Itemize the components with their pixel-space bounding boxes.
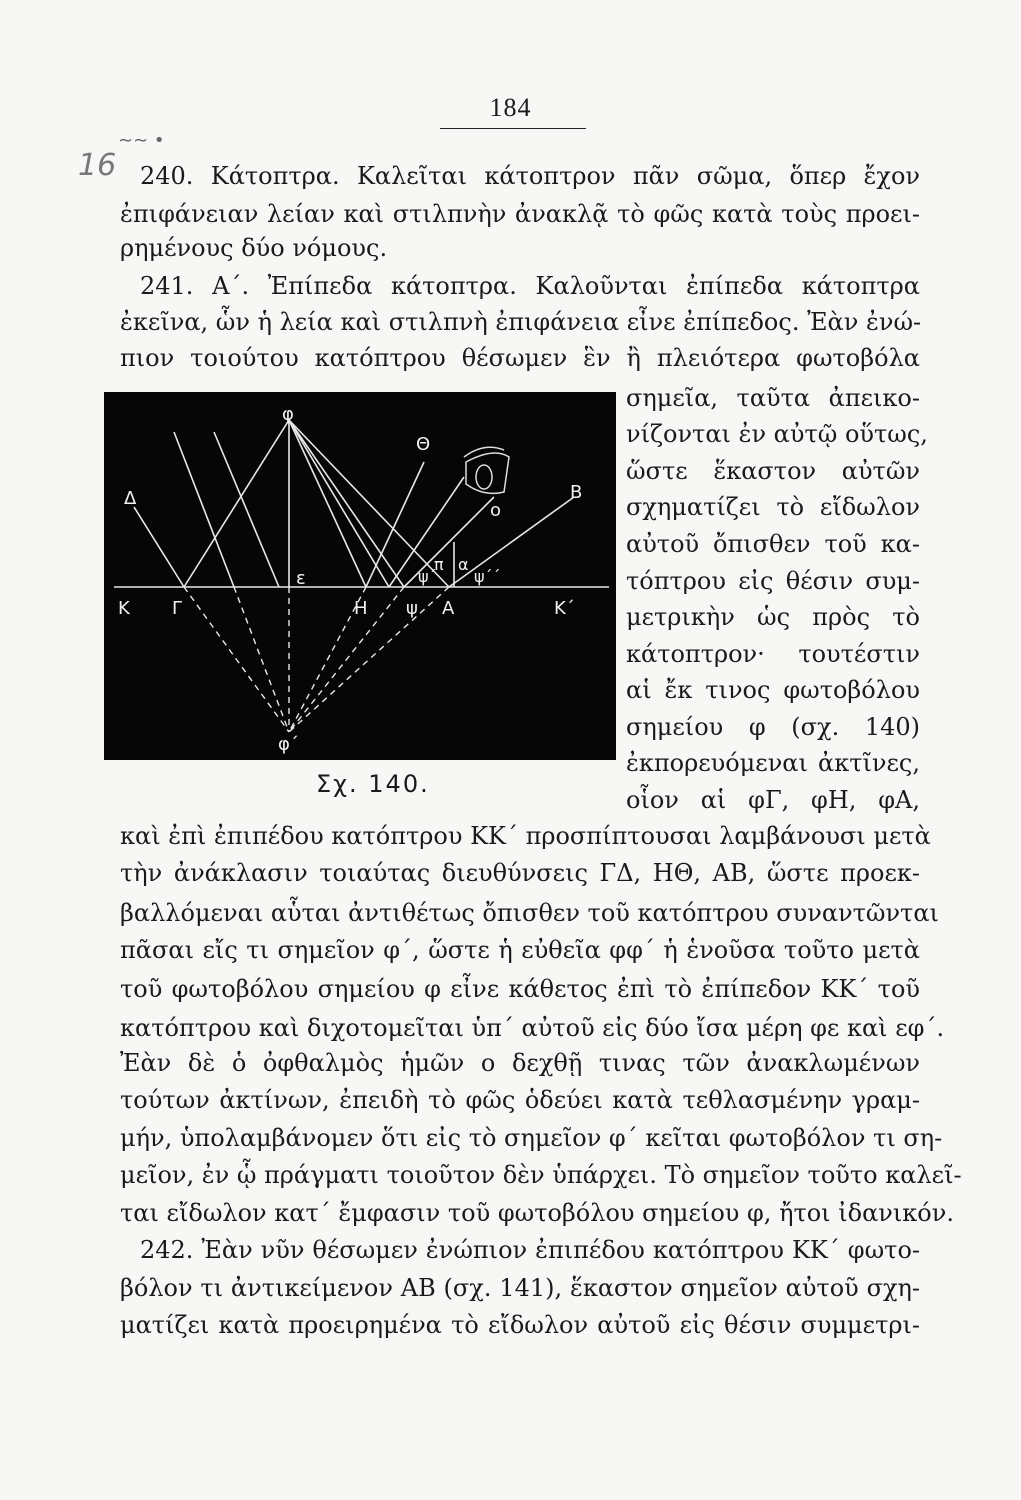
text-line: Ἐὰν δὲ ὁ ὀφθαλμὸς ἡμῶν ο δεχθῇ τινας τῶν ἀνακλωμένων xyxy=(120,1049,920,1077)
margin-squiggle: ∼∼ • xyxy=(118,130,165,151)
text-line: νίζονται ἐν αὐτῷ οὕτως, xyxy=(626,420,928,448)
label-B: Β xyxy=(570,482,583,503)
ray-phi-eta xyxy=(289,420,366,587)
label-alpha: α xyxy=(458,555,469,574)
text-line: ὥστε ἕκαστον αὐτῶν xyxy=(626,457,920,485)
text-line: ἐκεῖνα, ὧν ἡ λεία καὶ στιλπνὴ ἐπιφάνεια εἶνε ἐπίπεδος. Ἐὰν ἐνώ- xyxy=(120,308,922,336)
text-line: ρημένους δύο νόμους. xyxy=(120,234,388,262)
text-line: σημείου φ (σχ. 140) xyxy=(626,713,920,741)
page-number: 184 xyxy=(489,93,532,122)
text-line: μεῖον, ἐν ᾧ πράγματι τοιοῦτον δὲν ὑπάρχει. Τὸ σημεῖον τοῦτο καλεῖ- xyxy=(120,1161,962,1189)
header-rule xyxy=(440,128,586,129)
ray-phi-gamma xyxy=(184,420,289,587)
figure-caption: Σχ. 140. xyxy=(316,770,430,798)
reflection-diagram xyxy=(104,392,616,760)
text-line: κατόπτρου καὶ διχοτομεῖται ὑπ΄ αὐτοῦ εἰς δύο ἴσα μέρη φε καὶ εφ΄. xyxy=(120,1014,945,1042)
label-K: Κ xyxy=(118,598,130,619)
text-line: μετρικὴν ὡς πρὸς τὸ xyxy=(626,603,920,631)
figure-140 xyxy=(104,392,616,760)
label-o: ο xyxy=(490,500,502,521)
label-theta: Θ xyxy=(416,434,431,455)
text-line: ται εἴδωλον κατ΄ ἔμφασιν τοῦ φωτοβόλου σημείου φ, ἤτοι ἰδανικόν. xyxy=(120,1199,954,1227)
text-line: καὶ ἐπὶ ἐπιπέδου κατόπτρου ΚΚ΄ προσπίπτουσαι λαμβάνουσι μετὰ xyxy=(120,822,931,850)
label-epsilon: ε xyxy=(296,568,306,589)
text-line: 242. Ἐὰν νῦν θέσωμεν ἐνώπιον ἐπιπέδου κατόπτρου ΚΚ΄ φωτο- xyxy=(140,1236,920,1264)
text-line: 241. Α΄. Ἐπίπεδα κάτοπτρα. Καλοῦνται ἐπίπεδα κάτοπτρα xyxy=(140,272,920,300)
text-line: πιον τοιούτου κατόπτρου θέσωμεν ἓν ἢ πλειότερα φωτοβόλα xyxy=(120,344,920,372)
label-A: Α xyxy=(442,598,455,619)
label-psi-prime: ψ΄ xyxy=(418,567,437,586)
label-K-prime: Κ΄ xyxy=(554,598,575,619)
text-line: ἐκπορευόμεναι ἀκτῖνες, xyxy=(626,749,920,777)
text-line: σημεῖα, ταῦτα ἀπεικο- xyxy=(626,384,920,412)
label-phi: φ xyxy=(282,404,294,425)
text-line: τὴν ἀνάκλασιν τοιαύτας διευθύνσεις ΓΔ, ΗΘ, ΑΒ, ὥστε προεκ- xyxy=(120,859,920,887)
text-line: αἱ ἔκ τινος φωτοβόλου xyxy=(626,676,920,704)
text-line: σχηματίζει τὸ εἴδωλον xyxy=(626,493,920,521)
ray-eta-theta xyxy=(366,462,424,587)
label-psi: ψ xyxy=(406,598,418,619)
text-line: βαλλόμεναι αὗται ἀντιθέτως ὄπισθεν τοῦ κατόπτρου συναντῶνται xyxy=(120,899,939,927)
text-line: τοῦ φωτοβόλου σημείου φ εἶνε κάθετος ἐπὶ τὸ ἐπίπεδον ΚΚ΄ τοῦ xyxy=(120,975,920,1003)
label-phi-prime: φ΄ xyxy=(278,734,299,755)
label-H: Η xyxy=(354,598,368,619)
margin-note: 16 xyxy=(78,148,117,183)
text-line: τούτων ἀκτίνων, ἐπειδὴ τὸ φῶς ὁδεύει κατὰ τεθλασμένην γραμ- xyxy=(120,1086,920,1114)
text-line: μήν, ὑπολαμβάνομεν ὅτι εἰς τὸ σημεῖον φ΄ κεῖται φωτοβόλον τι ση- xyxy=(120,1124,943,1152)
label-Delta: Δ xyxy=(124,488,137,509)
ray-gamma-delta xyxy=(134,507,184,587)
label-pi: π xyxy=(434,555,444,574)
text-line: βόλον τι ἀντικείμενον ΑΒ (σχ. 141), ἕκαστον σημεῖον αὐτοῦ σχη- xyxy=(120,1274,920,1302)
text-line: κάτοπτρον· τουτέστιν xyxy=(626,640,920,668)
label-Gamma: Γ xyxy=(172,598,183,619)
text-line: τόπτρου εἰς θέσιν συμ- xyxy=(626,567,920,595)
text-line: αὐτοῦ ὄπισθεν τοῦ κα- xyxy=(626,530,920,558)
text-line: ἐπιφάνειαν λείαν καὶ στιλπνὴν ἀνακλᾷ τὸ φῶς κατὰ τοὺς προει- xyxy=(120,200,920,228)
label-psi-double-prime: ψ΄΄ xyxy=(474,567,501,586)
text-line: ματίζει κατὰ προειρημένα τὸ εἴδωλον αὐτοῦ εἰς θέσιν συμμετρι- xyxy=(120,1311,920,1339)
text-line: οἷον αἱ φΓ, φΗ, φΑ, xyxy=(626,786,920,814)
text-line: 240. Κάτοπτρα. Καλεῖται κάτοπτρον πᾶν σῶμα, ὅπερ ἔχον xyxy=(140,162,920,190)
text-line: πᾶσαι εἴς τι σημεῖον φ΄, ὥστε ἡ εὐθεῖα φφ΄ ἡ ἑνοῦσα τοῦτο μετὰ xyxy=(120,936,920,964)
